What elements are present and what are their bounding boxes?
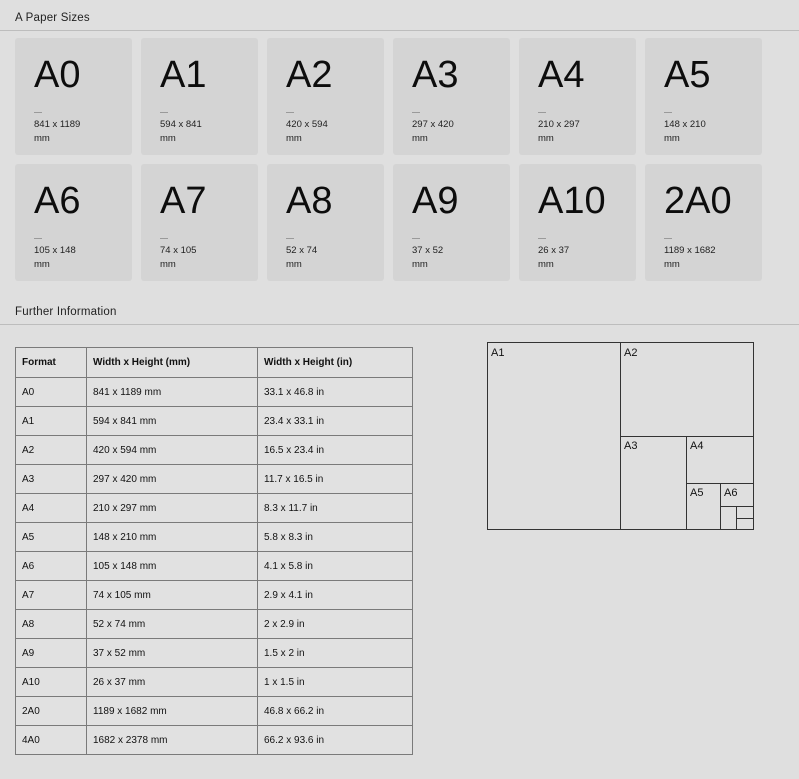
card-dimensions [538, 118, 628, 146]
paper-size-table [15, 347, 413, 755]
cell-format: A9 [16, 639, 87, 668]
card-dimensions-unit: mm [664, 259, 680, 270]
paper-size-diagram [487, 342, 755, 532]
paper-size-card-a4[interactable] [519, 38, 636, 155]
card-dimensions-value: 105 x 148 [34, 245, 76, 256]
card-dimensions [286, 118, 376, 146]
cell-in: 23.4 x 33.1 in [258, 407, 413, 436]
further-information-title: Further Information [15, 306, 117, 318]
card-size-name: A8 [286, 180, 333, 222]
card-divider [538, 112, 546, 113]
paper-size-card-a1[interactable] [141, 38, 258, 155]
card-divider [34, 112, 42, 113]
cell-format: A1 [16, 407, 87, 436]
table-row [16, 407, 413, 436]
cell-in: 46.8 x 66.2 in [258, 697, 413, 726]
card-divider [412, 112, 420, 113]
card-dimensions-unit: mm [412, 133, 428, 144]
card-dimensions [286, 244, 376, 272]
cell-mm: 52 x 74 mm [87, 610, 258, 639]
cell-mm: 1189 x 1682 mm [87, 697, 258, 726]
paper-size-card-a3[interactable] [393, 38, 510, 155]
further-information-divider [0, 324, 799, 325]
card-dimensions-value: 148 x 210 [664, 119, 706, 130]
card-size-name: A3 [412, 54, 459, 96]
table-row [16, 610, 413, 639]
table-row [16, 494, 413, 523]
card-dimensions-unit: mm [286, 133, 302, 144]
cell-format: A10 [16, 668, 87, 697]
cell-mm: 420 x 594 mm [87, 436, 258, 465]
card-divider [286, 238, 294, 239]
card-size-name: A7 [160, 180, 207, 222]
cell-mm: 26 x 37 mm [87, 668, 258, 697]
card-dimensions-value: 26 x 37 [538, 245, 570, 256]
card-size-name: A1 [160, 54, 207, 96]
card-dimensions-value: 420 x 594 [286, 119, 328, 130]
cell-format: A3 [16, 465, 87, 494]
table-row [16, 552, 413, 581]
card-divider [160, 112, 168, 113]
cell-mm: 37 x 52 mm [87, 639, 258, 668]
card-divider [34, 238, 42, 239]
card-dimensions-value: 52 x 74 [286, 245, 318, 256]
paper-size-card-2a0[interactable] [645, 164, 762, 281]
card-dimensions-value: 74 x 105 [160, 245, 197, 256]
cell-in: 2 x 2.9 in [258, 610, 413, 639]
cell-mm: 148 x 210 mm [87, 523, 258, 552]
cell-format: 4A0 [16, 726, 87, 755]
card-divider [286, 112, 294, 113]
card-dimensions-unit: mm [34, 259, 50, 270]
cell-format: A2 [16, 436, 87, 465]
cell-format: A0 [16, 378, 87, 407]
card-dimensions-unit: mm [412, 259, 428, 270]
table-header-row [16, 348, 413, 378]
cell-format: A8 [16, 610, 87, 639]
card-dimensions-unit: mm [664, 133, 680, 144]
card-dimensions [34, 118, 124, 146]
table-row [16, 523, 413, 552]
card-dimensions-value: 1189 x 1682 [664, 245, 716, 256]
card-divider [412, 238, 420, 239]
card-dimensions [34, 244, 124, 272]
cell-in: 1 x 1.5 in [258, 668, 413, 697]
header-mm: Width x Height (mm) [87, 348, 258, 378]
paper-size-card-a10[interactable] [519, 164, 636, 281]
table-row [16, 378, 413, 407]
cell-format: A7 [16, 581, 87, 610]
diagram-label-a1: A1 [491, 347, 505, 359]
card-dimensions-value: 297 x 420 [412, 119, 454, 130]
card-size-name: A4 [538, 54, 585, 96]
card-dimensions-unit: mm [160, 259, 176, 270]
table-row [16, 697, 413, 726]
card-dimensions [538, 244, 628, 272]
card-size-name: A9 [412, 180, 459, 222]
cell-in: 66.2 x 93.6 in [258, 726, 413, 755]
cell-mm: 1682 x 2378 mm [87, 726, 258, 755]
paper-size-card-a5[interactable] [645, 38, 762, 155]
card-dimensions-value: 594 x 841 [160, 119, 202, 130]
card-dimensions [160, 118, 250, 146]
cell-mm: 841 x 1189 mm [87, 378, 258, 407]
card-dimensions [664, 118, 754, 146]
card-dimensions-value: 841 x 1189 [34, 119, 81, 130]
card-dimensions-unit: mm [538, 133, 554, 144]
card-divider [538, 238, 546, 239]
cell-format: A4 [16, 494, 87, 523]
cell-mm: 297 x 420 mm [87, 465, 258, 494]
paper-sizes-title: A Paper Sizes [15, 12, 90, 24]
table-row [16, 436, 413, 465]
cell-format: 2A0 [16, 697, 87, 726]
card-size-name: A5 [664, 54, 711, 96]
cell-mm: 105 x 148 mm [87, 552, 258, 581]
card-dimensions [664, 244, 754, 272]
header-in: Width x Height (in) [258, 348, 413, 378]
diagram-label-a4: A4 [690, 440, 704, 452]
cell-format: A6 [16, 552, 87, 581]
card-dimensions [412, 118, 502, 146]
card-dimensions-value: 37 x 52 [412, 245, 444, 256]
cell-format: A5 [16, 523, 87, 552]
card-dimensions-unit: mm [160, 133, 176, 144]
paper-size-card-a2[interactable] [267, 38, 384, 155]
cell-in: 8.3 x 11.7 in [258, 494, 413, 523]
paper-size-card-a8[interactable] [267, 164, 384, 281]
paper-size-card-a7[interactable] [141, 164, 258, 281]
paper-size-card-a0[interactable] [15, 38, 132, 155]
cell-in: 11.7 x 16.5 in [258, 465, 413, 494]
card-size-name: A0 [34, 54, 81, 96]
paper-size-card-a6[interactable] [15, 164, 132, 281]
card-divider [664, 238, 672, 239]
card-dimensions-unit: mm [286, 259, 302, 270]
table-row [16, 726, 413, 755]
paper-size-card-a9[interactable] [393, 164, 510, 281]
cell-mm: 210 x 297 mm [87, 494, 258, 523]
card-dimensions-value: 210 x 297 [538, 119, 580, 130]
table-row [16, 668, 413, 697]
card-dimensions-unit: mm [34, 133, 50, 144]
card-dimensions [412, 244, 502, 272]
cell-in: 16.5 x 23.4 in [258, 436, 413, 465]
diagram-label-a3: A3 [624, 440, 638, 452]
cell-in: 2.9 x 4.1 in [258, 581, 413, 610]
paper-sizes-divider [0, 30, 799, 31]
diagram-label-a2: A2 [624, 347, 638, 359]
cell-in: 1.5 x 2 in [258, 639, 413, 668]
diagram-label-a6: A6 [724, 487, 738, 499]
card-dimensions-unit: mm [538, 259, 554, 270]
table-row [16, 639, 413, 668]
cell-in: 4.1 x 5.8 in [258, 552, 413, 581]
card-divider [160, 238, 168, 239]
cell-in: 5.8 x 8.3 in [258, 523, 413, 552]
card-size-name: 2A0 [664, 180, 732, 222]
card-dimensions [160, 244, 250, 272]
table-row [16, 465, 413, 494]
card-size-name: A10 [538, 180, 606, 222]
diagram-label-a5: A5 [690, 487, 704, 499]
card-size-name: A2 [286, 54, 333, 96]
table-row [16, 581, 413, 610]
cell-mm: 74 x 105 mm [87, 581, 258, 610]
card-divider [664, 112, 672, 113]
header-format: Format [16, 348, 87, 378]
card-size-name: A6 [34, 180, 81, 222]
cell-in: 33.1 x 46.8 in [258, 378, 413, 407]
cell-mm: 594 x 841 mm [87, 407, 258, 436]
